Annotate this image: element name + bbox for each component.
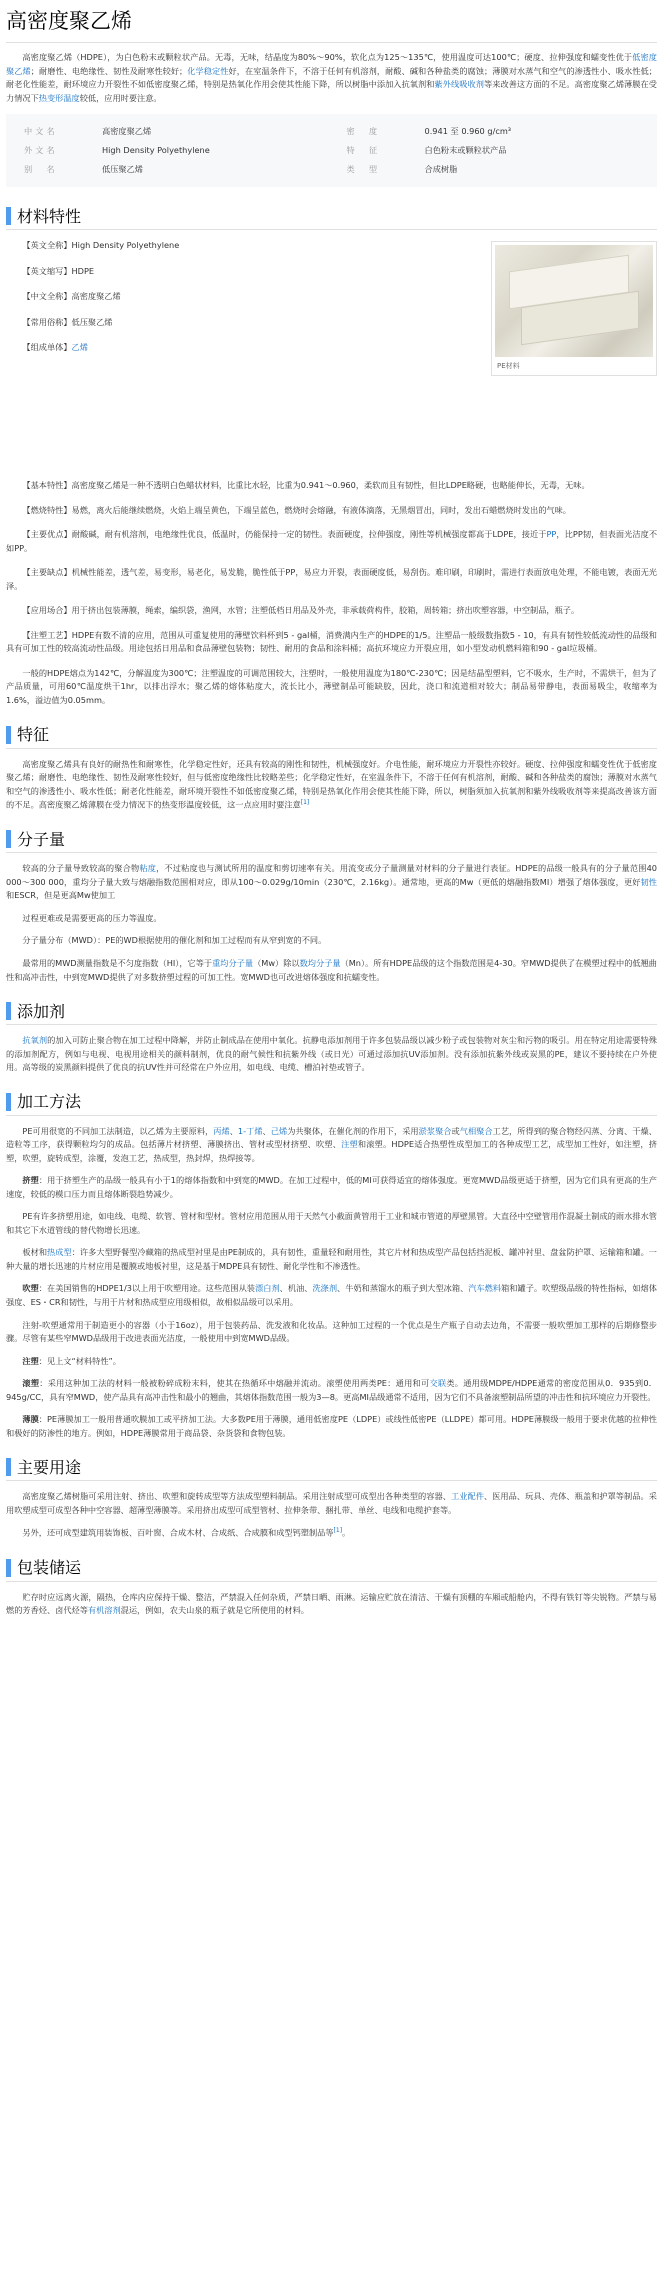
basic-info-row [24, 160, 317, 179]
text-run: 工艺，所得到的聚合物经闪蒸、分离、干燥、造粒等工序，获得颗粒均匀的成品。包括薄片材挤塑、薄膜挤出、管材或型材挤塑、吹塑、 [6, 1125, 657, 1150]
basic-info-value: 合成树脂 [424, 164, 458, 175]
inline-link[interactable]: 数均分子量 [299, 958, 341, 969]
paragraph [6, 1210, 657, 1237]
paragraph [6, 934, 657, 948]
basic-info-key: 别 名 [24, 164, 58, 175]
paragraph [6, 758, 657, 813]
basic-info-value: 低压聚乙烯 [102, 164, 143, 175]
uses-paragraphs [6, 1490, 657, 1540]
inline-link[interactable]: 抗氧剂 [22, 1035, 48, 1046]
section-heading-molecular: 分子量 [6, 826, 657, 853]
paragraph [6, 912, 657, 926]
text-run: 或 [451, 1125, 460, 1136]
basic-info-key: 中文名 [24, 126, 58, 137]
inline-link[interactable]: 注塑 [341, 1139, 358, 1150]
paragraph [6, 957, 657, 984]
basic-info-row [24, 122, 317, 141]
processing-paragraphs [6, 1125, 657, 1441]
text-run: 注射-吹塑通常用于制造更小的容器（小于16oz），用于包装药品、洗发液和化妆品。这种加工过程的一个优点是生产瓶子自动去边角，不需要一般吹塑加工那样的后期修整步骤。尽管有某些窄MWD品级用于改进表面光洁度，一般使用中到宽MWD品级。 [6, 1319, 657, 1344]
inline-link[interactable]: 1-丁烯 [237, 1125, 263, 1136]
paragraph [6, 1413, 657, 1440]
paragraph [6, 1034, 657, 1075]
paragraph [6, 479, 657, 493]
paragraph [6, 667, 657, 708]
paragraph [6, 1355, 657, 1369]
inline-link[interactable]: 淤浆聚合 [418, 1125, 452, 1136]
text-run: 类。通用级MDPE/HDPE通常的密度范围从0．935到0．945g/CC，具有窄MWD，使产品具有高冲击性和最小的翘曲，其熔体指数范围一般为3—8。更高MI品级通常不适用，因为它们不具备滚塑制品所望的冲击性和抗环境应力开裂性。 [6, 1378, 657, 1402]
text-run: 【英文全称】High Density Polyethylene [22, 240, 180, 251]
paragraph [6, 862, 657, 903]
text-run: （Mn）。所有HDPE品级的这个指数范围是4-30。窄MWD提供了在模塑过程中的低翘曲性和高冲击性，中到宽MWD提供了对多数挤塑过程的可加工性。宽MWD也可改进熔体强度和抗蠕变性。 [6, 958, 657, 982]
inline-link[interactable]: 热成型 [47, 1247, 72, 1258]
material-list [6, 239, 466, 355]
text-run: 【应用场合】用于挤出包装薄膜，绳索，编织袋，渔网，水管；注塑低档日用品及外壳，非承载荷构件，胶箱，周转箱；挤出吹塑容器，中空制品，瓶子。 [22, 605, 580, 616]
text-run: ：采用这种加工法的材料一般被粉碎成粉末料，使其在热循环中熔融并流动。滚塑使用两类PE：通用和可 [39, 1378, 430, 1389]
text-run: 和ESCR，但是更高Mw使加工 [6, 890, 116, 901]
section-heading-uses: 主要用途 [6, 1454, 657, 1481]
inline-link[interactable]: PP [546, 529, 557, 540]
text-run: 、医用品、玩具、壳体、瓶盖和护罩等制品。采用吹塑成型可成型各种中空容器、超薄型薄膜等。采用挤出成型可成型管材、拉伸条带、捆扎带、单丝、电线和电缆护套等。 [6, 1491, 657, 1515]
paragraph [6, 566, 657, 593]
basic-info-row [347, 141, 640, 160]
inline-link[interactable]: 气相聚合 [459, 1125, 493, 1136]
text-run: ：用于挤塑生产的品级一般具有小于1的熔体指数和中到宽的MWD。在加工过程中，低的MI可获得适宜的熔体强度。更宽MWD品级更适于挤塑，因为它们具有更高的生产速度，较低的模口压力而且熔体断裂趋势减少。 [6, 1175, 657, 1199]
section-heading-processing: 加工方法 [6, 1089, 657, 1116]
text-run: 为共聚体，在催化剂的作用下，采用 [287, 1125, 419, 1136]
text-run: 箱和罐子。吹塑级品级的特性指标，如熔体强度、ES・CR和韧性，与用于片材和热成型应用级相似，故相似品级可以采用。 [6, 1283, 657, 1307]
paragraph [6, 1125, 657, 1166]
inline-link[interactable]: 有机溶剂 [87, 1605, 121, 1616]
text-run: 高密度聚乙烯树脂可采用注射、挤出、吹塑和旋转成型等方法成型塑料制品。采用注射成型可成型出各种类型的容器、 [22, 1491, 451, 1502]
basic-info-key: 特 征 [346, 145, 381, 156]
text-run: 贮存时应远离火源，隔热，仓库内应保持干燥、整洁，严禁混入任何杂质，严禁日晒、雨淋。运输应贮放在清洁、干燥有顶棚的车厢或船舱内，不得有铁钉等尖锐物。严禁与易燃的芳香烃、卤代烃等 [6, 1591, 657, 1616]
text-run: 过程更难或是需要更高的压力等温度。 [22, 912, 162, 923]
text-run: ，不过粘度也与测试所用的温度和剪切速率有关。用流变或分子量测量对材料的分子量进行表征。HDPE的品级一般具有的分子量范围40 000～300 000，重均分子量大致与熔融指数范围相对应，即从100～0.029g/10min（230℃，2.16kg）。通常地，更高的Mw（更低的熔融指数MI）增强了熔体强度，更好 [6, 863, 657, 887]
material-image-card[interactable] [491, 241, 657, 376]
molecular-paragraphs [6, 862, 657, 984]
inline-link[interactable]: 韧性 [640, 876, 657, 887]
storage-paragraphs [6, 1591, 657, 1618]
text-run: 【注塑工艺】HDPE有数不清的应用，范围从可重复使用的薄壁饮料杯到5 - gal桶，消费满内生产的HDPE的1/5。注塑品一般级数指数5 - 10，有具有韧性较低流动性的品级和具有可加工性的较高流动性品级。用途包括日用品和食品薄壁包装物；韧性、耐用的食品和涂料桶；高抗环境应力开裂应用，如小型发动机燃料箱和90 - gal垃圾桶。 [6, 629, 657, 654]
text-run: 高密度聚乙烯具有良好的耐热性和耐寒性，化学稳定性好，还具有较高的刚性和韧性，机械强度好。介电性能，耐环境应力开裂性亦较好。硬度、拉伸强度和蠕变性优于低密度聚乙烯；耐磨性、电绝缘性、韧性及耐寒性较好，但与低密度绝缘性比较略差些；化学稳定性好，在室温条件下，不溶于任何有机溶剂，耐酸、碱和各种盐类的腐蚀；薄膜对水蒸气和空气的渗透性小、吸水性低；耐老化性能差，耐环境开裂性不如低密度聚乙烯，特别是热氧化作用会使其性能下降，所以，树脂须加入抗氧剂和紫外线吸收剂等来提高改善该方面的不足。高密度聚乙烯薄膜在受力情况下的热变形温度较低，这一点应用时要注意 [6, 758, 657, 810]
text-run: 、机油、 [279, 1283, 313, 1294]
inline-link[interactable]: 洗涤剂 [312, 1283, 338, 1294]
section-heading-features: 特征 [6, 722, 657, 749]
paragraph [6, 341, 466, 355]
text-run: 。 [342, 1528, 351, 1539]
inline-link[interactable]: 低密度聚乙烯 [6, 52, 657, 76]
paragraph [6, 504, 657, 518]
text-run: 的加入可防止聚合物在加工过程中降解，并防止制成品在使用中氧化。抗静电添加剂用于许多包装品级以减少粉子或包装物对灰尘和污物的吸引。用在特定用途需要特殊的添加剂配方，例如与电视、电视用途相关的颜料制剂，优良的耐气候性和抗紫外线（或日光）可通过添加抗UV添加剂。没有添加抗紫外线或炭黑的PE，建议不要持续在户外使用。高等级的炭黑颜料提供了优良的抗UV性并可经常在户外应用，如电线、电缆、槽泊衬垫或管子。 [6, 1035, 657, 1073]
image-caption: PE材料 [497, 362, 520, 371]
text-run: 【主要缺点】机械性能差，透气差，易变形，易老化，易发脆，脆性低于PP，易应力开裂，表面硬度低，易刮伤。难印刷，印刷时，需进行表面放电处理，不能电镀，表面无光泽。 [6, 567, 657, 591]
text-run: 混运，例如，农夫山泉的瓶子就是它所使用的材料。 [120, 1605, 309, 1616]
text-run: 和滚塑。HDPE适合热塑性成型加工的各种成型工艺，成型加工性好，如注塑，挤塑，吹塑，旋转成型，涂覆，发泡工艺，热成型，热封焊，热焊接等。 [6, 1139, 657, 1163]
page-title: 高密度聚乙烯 [6, 9, 132, 33]
text-run: 最常用的MWD测量指数是不匀度指数（HI），它等于 [22, 958, 213, 969]
inline-link[interactable]: 化学稳定性 [187, 65, 229, 76]
text-run: ：PE薄膜加工一般用普通吹膜加工或平挤加工法。大多数PE用于薄膜，通用低密度PE（LDPE）或线性低密PE（LLDPE）都可用。HDPE薄膜级一般用于要求优越的拉伸性和极好的防渗性的地方。例如，HDPE薄膜常用于商品袋、杂货袋和食物包装。 [6, 1414, 657, 1438]
inline-link[interactable]: 工业配件 [450, 1491, 484, 1502]
basic-info-value: 0.941 至 0.960 g/cm³ [424, 126, 512, 137]
paragraph [6, 1319, 657, 1346]
inline-link[interactable]: 粘度 [139, 863, 157, 874]
inline-link[interactable]: 己烯 [270, 1125, 288, 1136]
inline-link[interactable]: 漂白剂 [255, 1283, 280, 1294]
text-run: 【常用俗称】低压聚乙烯 [22, 316, 113, 327]
text-run: 等来改善这方面的不足。高密度聚乙烯薄膜在受力情况下 [6, 79, 657, 103]
text-run: （Mw）除以 [253, 958, 300, 969]
text-run: 【中文全称】高密度聚乙烯 [22, 291, 121, 302]
inline-link[interactable]: 紫外线吸收剂 [434, 79, 484, 90]
paragraph [6, 1591, 657, 1618]
basic-info-value: High Density Polyethylene [102, 145, 210, 156]
pe-material-image[interactable] [495, 245, 653, 357]
basic-info-table [6, 114, 657, 187]
inline-link[interactable]: 乙烯 [71, 342, 88, 353]
text-run: ：见上文“材料特性”。 [38, 1355, 121, 1366]
title-divider [6, 42, 657, 43]
paragraph [6, 1174, 657, 1201]
paragraph [6, 1377, 657, 1404]
paragraph [6, 316, 466, 330]
inline-link[interactable]: 热变形温度 [38, 92, 80, 103]
bold-term: 挤塑 [22, 1175, 39, 1186]
text-run: 较低，应用时要注意。 [79, 92, 162, 103]
text-run: 【基本特性】高密度聚乙烯是一种不透明白色蜡状材料，比重比水轻，比重为0.941～0.960，柔软而且有韧性，但比LDPE略硬，也略能伸长，无毒，无味。 [22, 480, 590, 491]
text-run: 另外，还可成型建筑用装饰板、百叶窗、合成木材、合成纸、合成膜和成型钙塑制品等 [22, 1528, 334, 1539]
text-run: PE有许多挤塑用途，如电线、电缆、软管、管材和型材。管材应用范围从用于天然气小截面黄管用于工业和城市管道的厚壁黑管。大直径中空壁管用作混凝土制成的雨水排水管和其它下水道管线的替代物增长迅速。 [6, 1211, 657, 1235]
text-run: 【英文缩写】HDPE [22, 265, 95, 276]
paragraph [6, 629, 657, 656]
text-run: 【燃烧特性】易燃，离火后能继续燃烧，火焰上端呈黄色，下端呈蓝色，燃烧时会熔融，有液体滴落，无黑烟冒出，同时，发出石蜡燃烧时发出的气味。 [22, 504, 571, 515]
inline-link[interactable]: 汽车燃料 [468, 1283, 502, 1294]
text-run: 、 [262, 1125, 271, 1136]
text-run: 高密度聚乙烯（HDPE），为白色粉末或颗粒状产品。无毒，无味，结晶度为80%～90%，软化点为125～135℃，使用温度可达100℃；硬度、拉伸强度和蠕变性优于 [22, 52, 633, 62]
text-run: 【组成单体】 [22, 342, 72, 353]
bold-term: 薄膜 [22, 1414, 39, 1425]
text-run: PE可用很宽的不同加工法制造，以乙烯为主要原料， [22, 1125, 214, 1136]
reference-link[interactable]: [1] [300, 799, 310, 807]
text-run: 较高的分子量导致较高的聚合物 [22, 863, 140, 874]
section-heading-material: 材料特性 [6, 203, 657, 230]
text-run: 板材和 [22, 1247, 48, 1258]
text-run: 、 [229, 1125, 238, 1136]
text-run: 【主要优点】耐酸碱，耐有机溶剂，电绝缘性优良，低温时，仍能保持一定的韧性。表面硬度，拉伸强度，刚性等机械强度都高于LDPE，接近于 [22, 529, 547, 540]
text-run: ，比PP韧，但表面光洁度不如PP。 [6, 529, 658, 553]
text-run: 一般的HDPE熔点为142℃，分解温度为300℃；注塑温度的可调范围较大，注塑时，一般使用温度为180℃-230℃；因是结晶型塑料，它不吸水，生产时，不需烘干，但为了产品质量，可用60℃温度烘干1hr，以排出浮水；聚乙烯的熔体粘度大，流长比小，薄壁制品可能缺胶，因此，浇口和流道相对较大；制品易带静电，表面易吸尘，收缩率为1.6%，溢边值为0.05mm。 [6, 667, 657, 705]
additives-paragraphs [6, 1034, 657, 1075]
paragraph [6, 265, 466, 279]
bold-term: 滚塑 [22, 1378, 40, 1389]
basic-info-key: 类 型 [346, 164, 381, 175]
section-heading-storage: 包装储运 [6, 1555, 657, 1582]
basic-info-row [24, 141, 317, 160]
features-paragraphs [6, 758, 657, 813]
material-paragraphs [6, 479, 657, 707]
text-run: ：在美国销售的HDPE1/3以上用于吹塑用途。这些范围从装 [38, 1283, 256, 1294]
inline-link[interactable]: 重均分子量 [212, 958, 254, 969]
reference-link[interactable]: [1] [333, 1527, 343, 1535]
material-top [6, 239, 657, 479]
basic-info-value: 高密度聚乙烯 [102, 126, 152, 137]
paragraph [6, 1246, 657, 1273]
text-run: ；耐磨性、电绝缘性、韧性及耐寒性较好； [30, 65, 188, 76]
basic-info-key: 外文名 [24, 145, 58, 156]
text-run: ：许多大型野餐型冷藏箱的热成型衬里是由PE制成的，具有韧性，重量轻和耐用性，其它片材和热成型产品包括挡泥板、罐冲衬里、盘盆防护罩、运输箱和罐。一种大量的增长迅速的片材应用是覆膜或地板衬里，这是基于MDPE具有韧性、耐化学性和不渗透性。 [6, 1247, 657, 1271]
text-run: 好，在室温条件下，不溶于任何有机溶剂，耐酸、碱和各种盐类的腐蚀；薄膜对水蒸气和空气的渗透性小、吸水性低；耐老化性能差，耐环境应力开裂性不如低密度聚乙烯，特别是热氧化作用会使其性能下降，所以树脂中添加入抗氧剂和 [6, 65, 657, 90]
inline-link[interactable]: 交联 [429, 1378, 447, 1389]
basic-info-row [347, 122, 640, 141]
bold-term: 吹塑 [22, 1283, 39, 1294]
intro-paragraph [6, 51, 657, 105]
paragraph [6, 604, 657, 618]
basic-info-row [347, 160, 640, 179]
paragraph [6, 528, 657, 555]
basic-info-key: 密 度 [346, 126, 381, 137]
paragraph [6, 1490, 657, 1517]
paragraph [6, 1526, 657, 1540]
heading-marker [6, 207, 11, 225]
inline-link[interactable]: 丙烯 [213, 1125, 230, 1136]
paragraph [6, 239, 466, 253]
basic-info-value: 白色粉末或颗粒状产品 [424, 145, 507, 156]
text-run: 分子量分布（MWD）：PE的WD根据使用的催化剂和加工过程而有从窄到宽的不同。 [22, 935, 327, 946]
bold-term: 注塑 [22, 1355, 39, 1366]
paragraph [6, 1282, 657, 1309]
section-heading-additives: 添加剂 [6, 998, 657, 1025]
text-run: 、牛奶和蒸馏水的瓶子到大型冰箱、 [337, 1283, 469, 1294]
paragraph [6, 290, 466, 304]
